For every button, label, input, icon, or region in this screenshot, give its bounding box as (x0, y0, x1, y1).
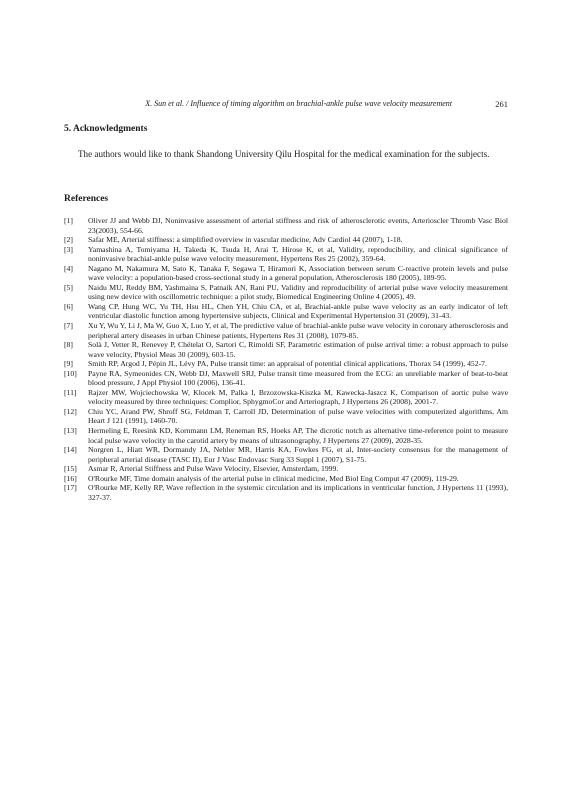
reference-text: Xu Y, Wu Y, Li J, Ma W, Guo X, Luo Y, et al, The predictive value of brachial-ankle pulse wave velocity in coronary atherosclerosis and peripheral artery diseases in urban Chinese patients, Hypertens Res 31 (2008), 1079-85. (88, 321, 508, 340)
page-number: 261 (495, 99, 508, 109)
reference-text: Naidu MU, Reddy BM, Yashmaina S, Patnaik AN, Rani PU, Validity and reproducibility of arterial pulse wave velocity measurement using new device with oscillometric technique: a pilot study, Biomedical Engineering Online 4 (2005), 49. (88, 282, 508, 302)
reference-number: [12] (64, 406, 77, 416)
reference-text: Safar ME, Arterial stiffness: a simplified overview in vascular medicine, Adv Cardiol 44 (2007), 1-18. (88, 235, 403, 245)
reference-number: [6] (64, 301, 73, 311)
running-title: X. Sun et al. / Influence of timing algorithm on brachial-ankle pulse wave velocity measurement (145, 99, 452, 108)
reference-number: [15] (64, 464, 77, 474)
reference-number: [7] (64, 321, 73, 331)
reference-item (64, 407, 508, 426)
reference-text: Solà J, Vetter R, Renevey P, Chételat O, Sartori C, Rimoldi SF, Parametric estimation of pulse arrival time: a robust approach to pulse wave velocity, Physiol Meas 30 (2009), 603-15. (88, 340, 508, 359)
reference-number: [1] (64, 216, 73, 225)
acknowledgments-body: The authors would like to thank Shandong University Qilu Hospital for the medical examination for the subjects. (78, 149, 490, 159)
reference-number: [17] (64, 483, 77, 493)
reference-number: [3] (64, 244, 73, 254)
reference-number: [13] (64, 426, 77, 436)
reference-text: Norgren L, Hiatt WR, Dormandy JA, Nehler MR, Harris KA, Fowkes FG, et al, Inter-society consensus for the management of peripheral arterial disease (TASC II), Eur J Vasc Endovasc Surg 33 Suppl 1 (2007), S1-75. (88, 445, 508, 464)
reference-item (64, 483, 508, 502)
reference-text: Wang CP, Hung WC, Yu TH, Hsu HL, Chen YH, Chiu CA, et al, Brachial-ankle pulse wave velocity as an early indicator of left ventricular diastolic function among hypertensive subjects, Clinical and Experimental Hypertension 31 (2009), 31-43. (88, 301, 508, 321)
reference-item (64, 426, 508, 445)
reference-text: Chiu YC, Arand PW, Shroff SG, Feldman T, Carroll JD, Determination of pulse wave velocities with computerized algorithms, Am Heart J 121 (1991), 1460-70. (88, 406, 508, 426)
reference-number: [10] (64, 368, 77, 378)
reference-number: [16] (64, 473, 77, 483)
reference-text: Asmar R, Arterial Stiffness and Pulse Wave Velocity, Elsevier, Amsterdam, 1999. (88, 464, 339, 474)
reference-item (64, 369, 508, 388)
reference-item (64, 283, 508, 302)
acknowledgments-heading: 5. Acknowledgments (64, 124, 148, 134)
reference-number: [9] (64, 359, 73, 369)
reference-text: Payne RA, Symeonides CN, Webb DJ, Maxwell SRJ, Pulse transit time measured from the ECG: an unreliable marker of beat-to-beat blood pressure, J Appl Physiol 100 (2006), 136-41. (88, 368, 508, 388)
reference-text: O'Rourke MF, Time domain analysis of the arterial pulse in clinical medicine, Med Biol Eng Comput 47 (2009), 119-29. (88, 473, 459, 483)
reference-item (64, 235, 508, 245)
reference-text: Rajzer MW, Wojciechowska W, Klocek M, Palka I, Brzozowska-Kiszka M, Kawecka-Jaszcz K, Comparison of aortic pulse wave velocity measured by three techniques: Complior, SphygmoCor and Arteriograph, J Hypertens 26 (2008), 2001-7. (88, 387, 508, 407)
reference-item (64, 216, 508, 235)
reference-text: Smith RP, Argod J, Pépin JL, Lévy PA, Pulse transit time: an appraisal of potential clinical applications, Thorax 54 (1999), 452-7. (88, 359, 487, 369)
reference-item (64, 340, 508, 359)
reference-number: [5] (64, 282, 73, 292)
reference-item (64, 388, 508, 407)
reference-item (64, 302, 508, 321)
reference-text: O'Rourke MF, Kelly RP, Wave reflection in the systemic circulation and its implications in ventricular function, J Hypertens 11 (1993), 327-37. (88, 483, 508, 502)
reference-text: Hermeling E, Reesink KD, Kornmann LM, Reneman RS, Hoeks AP, The dicrotic notch as alternative time-reference point to measure local pulse wave velocity in the carotid artery by means of ultrasonography, J Hypertens 27 (2009), 2028-35. (88, 426, 508, 445)
reference-text: Oliver JJ and Webb DJ, Noninvasive assessment of arterial stiffness and risk of atherosclerotic events, Arterioscler Thromb Vasc Biol 23(2003), 554-66. (88, 216, 508, 235)
reference-item (64, 464, 508, 474)
reference-number: [2] (64, 235, 73, 245)
page-header (62, 99, 508, 111)
reference-item (64, 445, 508, 464)
reference-number: [8] (64, 340, 73, 350)
reference-item (64, 474, 508, 484)
reference-item (64, 359, 508, 369)
references-list (64, 216, 508, 502)
reference-item (64, 321, 508, 340)
reference-text: Nagano M, Nakamura M, Sato K, Tanaka F, Segawa T, Hiramori K, Association between serum C-reactive protein levels and pulse wave velocity: a population-based cross-sectional study in a general population, Atherosclerosis 180 (2005), 189-95. (88, 263, 508, 283)
reference-item (64, 245, 508, 264)
reference-number: [14] (64, 445, 77, 455)
reference-number: [4] (64, 263, 73, 273)
references-heading: References (64, 194, 109, 204)
reference-item (64, 264, 508, 283)
reference-number: [11] (64, 387, 77, 397)
reference-text: Yamashina A, Tomiyama H, Takeda K, Tsuda H, Arai T, Hirose K, et al, Validity, reproducibility, and clinical significance of noninvasive brachial-ankle pulse wave velocity measurement, Hypertens Res 25 (2002), 359-64. (88, 244, 508, 264)
